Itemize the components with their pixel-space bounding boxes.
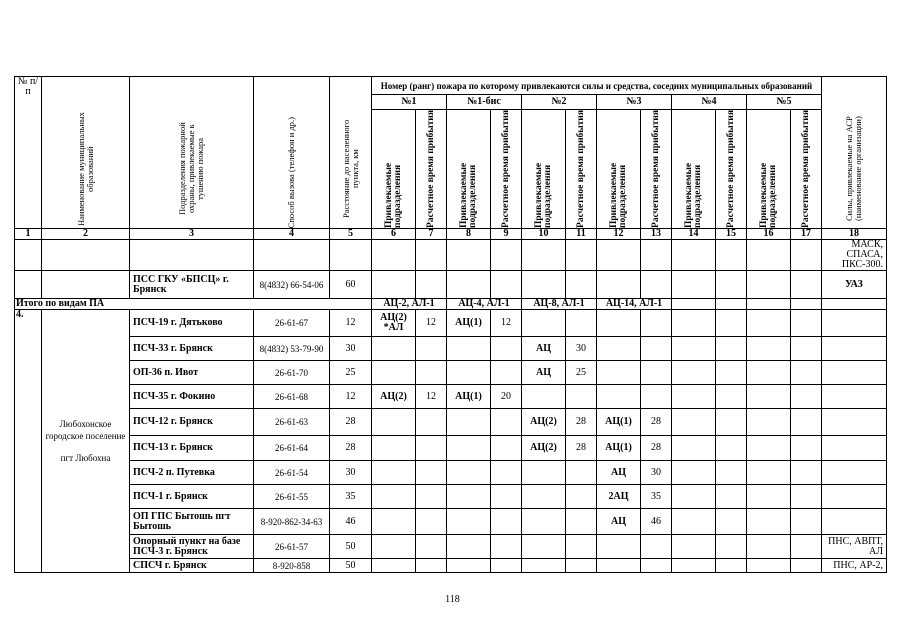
rank-2-units-cell: АЦ(2) (522, 436, 566, 461)
rank-4-time-cell (716, 461, 747, 485)
rank-4-time-cell (716, 337, 747, 361)
rank-5-time-cell (791, 485, 822, 509)
rank-1-bis-units-cell (447, 509, 491, 535)
totals-label: Итого по видам ПА (15, 299, 372, 310)
rank-1-time-cell (416, 361, 447, 385)
rank-5-time-cell (791, 361, 822, 385)
cell (716, 299, 747, 310)
rank-5-time-cell (791, 535, 822, 559)
cell (372, 271, 416, 299)
col-number: 18 (822, 229, 887, 240)
rank-3-time-cell (641, 559, 672, 573)
sub-units-3: Привлекаемые подразделения (597, 110, 641, 229)
col-number: 11 (566, 229, 597, 240)
cell (15, 240, 42, 271)
rank-5-units-cell (747, 535, 791, 559)
unit-cell: ПСЧ-33 г. Брянск (130, 337, 254, 361)
rank-1-bis-units-cell (447, 361, 491, 385)
rank-5-units-cell (747, 485, 791, 509)
rank-5-units-cell (747, 509, 791, 535)
asr-cell (822, 485, 887, 509)
rank-3-units-cell (597, 361, 641, 385)
cell (491, 271, 522, 299)
distance-cell: 30 (330, 337, 372, 361)
rank-2: №2 (522, 95, 597, 110)
rank-3-units-cell (597, 559, 641, 573)
phone-cell: 26-61-70 (254, 361, 330, 385)
unit-cell: ПСЧ-19 г. Дятьково (130, 310, 254, 337)
rank-2-time-cell: 30 (566, 337, 597, 361)
rank-1-units-cell (372, 436, 416, 461)
rank-4-time-cell (716, 485, 747, 509)
rank-4-units-cell (672, 436, 716, 461)
sub-time-1bis: Расчетное время прибытия (491, 110, 522, 229)
rank-3-time-cell (641, 535, 672, 559)
rank-2-time-cell (566, 509, 597, 535)
rank-2-units-cell (522, 535, 566, 559)
rank-2-time-cell (566, 310, 597, 337)
col-number: 14 (672, 229, 716, 240)
rank-4-units-cell (672, 409, 716, 436)
col-number: 2 (42, 229, 130, 240)
col-number: 15 (716, 229, 747, 240)
distance-cell: 28 (330, 409, 372, 436)
header-rank-title: Номер (ранг) пожара по которому привлекаются силы и средства, соседних муниципальных образований (372, 77, 822, 95)
cell (791, 271, 822, 299)
rank-5-time-cell (791, 385, 822, 409)
rank-2-time-cell: 28 (566, 436, 597, 461)
phone-cell: 26-61-55 (254, 485, 330, 509)
distance-cell: 30 (330, 461, 372, 485)
asr-cell (822, 361, 887, 385)
col-number: 10 (522, 229, 566, 240)
rank-5-time-cell (791, 509, 822, 535)
cell (791, 240, 822, 271)
cell (716, 240, 747, 271)
totals-rank-1-bis: АЦ-4, АЛ-1 (447, 299, 522, 310)
rank-5-time-cell (791, 337, 822, 361)
phone-cell: 26-61-68 (254, 385, 330, 409)
unit-cell: ОП ГПС Бытошь пгт Бытошь (130, 509, 254, 535)
rank-2-units-cell (522, 461, 566, 485)
sub-time-3: Расчетное время прибытия (641, 110, 672, 229)
rank-3-units-cell (597, 310, 641, 337)
cell (447, 271, 491, 299)
cell (716, 271, 747, 299)
rank-4-units-cell (672, 385, 716, 409)
rank-4-units-cell (672, 559, 716, 573)
rank-3-units-cell (597, 337, 641, 361)
sub-time-2: Расчетное время прибытия (566, 110, 597, 229)
phone-cell: 26-61-54 (254, 461, 330, 485)
section-number: 4. (15, 310, 42, 573)
rank-1-units-cell: АЦ(2) *АЛ (372, 310, 416, 337)
cell (822, 299, 887, 310)
rank-1-bis-units-cell (447, 337, 491, 361)
table-row (15, 361, 887, 385)
rank-5-units-cell (747, 361, 791, 385)
phone-cell: 26-61-57 (254, 535, 330, 559)
asr-cell (822, 310, 887, 337)
rank-5-units-cell (747, 461, 791, 485)
rank-1-bis-time-cell (491, 535, 522, 559)
rank-1-bis-time-cell (491, 509, 522, 535)
rank-3-time-cell (641, 385, 672, 409)
table-row (15, 436, 887, 461)
rank-2-time-cell (566, 485, 597, 509)
cell (447, 240, 491, 271)
cell (372, 240, 416, 271)
rank-3-units-cell: АЦ(1) (597, 409, 641, 436)
cell (522, 271, 566, 299)
cell (566, 240, 597, 271)
rank-1-bis-units-cell (447, 485, 491, 509)
distance-cell: 46 (330, 509, 372, 535)
unit-cell: ПСС ГКУ «БПСЦ» г. Брянск (130, 271, 254, 299)
table-row (15, 337, 887, 361)
totals-rank-1: АЦ-2, АЛ-1 (372, 299, 447, 310)
rank-1-time-cell (416, 485, 447, 509)
rank-1-units-cell (372, 509, 416, 535)
rank-4-time-cell (716, 535, 747, 559)
phone-cell: 26-61-64 (254, 436, 330, 461)
table-row (15, 509, 887, 535)
table-row (15, 310, 887, 337)
asr-cell: ПНС, АВПТ, АЛ (822, 535, 887, 559)
asr-cell: МАСК, СПАСА, ПКС-300. (822, 240, 887, 271)
unit-cell: ПСЧ-12 г. Брянск (130, 409, 254, 436)
rank-1-time-cell (416, 337, 447, 361)
rank-4-time-cell (716, 361, 747, 385)
rank-4-time-cell (716, 409, 747, 436)
header-muni-name: Наименование муниципальных образований (42, 77, 130, 229)
rank-1-bis-time-cell (491, 409, 522, 436)
rank-3-time-cell: 28 (641, 436, 672, 461)
sub-units-5: Привлекаемые подразделения (747, 110, 791, 229)
sub-units-1bis: Привлекаемые подразделения (447, 110, 491, 229)
rank-1: №1 (372, 95, 447, 110)
rank-1-time-cell: 12 (416, 385, 447, 409)
table-row (15, 485, 887, 509)
rank-4-units-cell (672, 361, 716, 385)
totals-row (15, 299, 887, 310)
rank-1-bis-units-cell (447, 409, 491, 436)
rank-5-units-cell (747, 385, 791, 409)
rank-2-units-cell: АЦ (522, 337, 566, 361)
header-row-1 (15, 77, 887, 95)
header-distance: Расстояние до населенного пункта, км (330, 77, 372, 229)
asr-cell (822, 436, 887, 461)
cell (597, 271, 641, 299)
header-units: Подразделения пожарной охраны, привлекаемые к тушению пожара (130, 77, 254, 229)
rank-3-time-cell: 46 (641, 509, 672, 535)
cell (641, 240, 672, 271)
continuation-row (15, 240, 887, 271)
rank-1-bis-units-cell (447, 559, 491, 573)
distance-cell: 35 (330, 485, 372, 509)
rank-4-units-cell (672, 310, 716, 337)
rank-1-bis-time-cell (491, 485, 522, 509)
unit-cell: СПСЧ г. Брянск (130, 559, 254, 573)
col-number: 3 (130, 229, 254, 240)
rank-4-time-cell (716, 436, 747, 461)
cell (416, 271, 447, 299)
rank-5-units-cell (747, 409, 791, 436)
distance-cell: 50 (330, 535, 372, 559)
rank-1-bis-units-cell: АЦ(1) (447, 385, 491, 409)
rank-1-units-cell (372, 559, 416, 573)
rank-4-units-cell (672, 509, 716, 535)
rank-3: №3 (597, 95, 672, 110)
col-number: 17 (791, 229, 822, 240)
rank-4-time-cell (716, 385, 747, 409)
rank-1-time-cell (416, 436, 447, 461)
sub-units-2: Привлекаемые подразделения (522, 110, 566, 229)
header-num: № п/п (15, 77, 42, 229)
rank-5-units-cell (747, 436, 791, 461)
cell (522, 240, 566, 271)
sub-units-1: Привлекаемые подразделения (372, 110, 416, 229)
phone-cell: 8(4832) 53-79-90 (254, 337, 330, 361)
cell (747, 271, 791, 299)
phone-cell: 26-61-67 (254, 310, 330, 337)
distance-cell: 12 (330, 385, 372, 409)
unit-cell: Опорный пункт на базе ПСЧ-3 г. Брянск (130, 535, 254, 559)
rank-1-bis-time-cell (491, 361, 522, 385)
rank-1-units-cell (372, 409, 416, 436)
cell (42, 240, 130, 271)
rank-2-time-cell (566, 385, 597, 409)
unit-cell: ПСЧ-1 г. Брянск (130, 485, 254, 509)
rank-1-units-cell (372, 535, 416, 559)
asr-cell (822, 337, 887, 361)
distance-cell: 25 (330, 361, 372, 385)
forces-table (14, 76, 887, 573)
rank-2-units-cell (522, 310, 566, 337)
phone-cell: 8-920-862-34-63 (254, 509, 330, 535)
col-number: 4 (254, 229, 330, 240)
table-row (15, 535, 887, 559)
rank-1-units-cell: АЦ(2) (372, 385, 416, 409)
col-number: 7 (416, 229, 447, 240)
col-number: 5 (330, 229, 372, 240)
rank-4-time-cell (716, 509, 747, 535)
unit-cell: ПСЧ-2 п. Путевка (130, 461, 254, 485)
rank-1-bis-time-cell (491, 337, 522, 361)
rank-2-time-cell: 28 (566, 409, 597, 436)
asr-cell: УАЗ (822, 271, 887, 299)
rank-5-units-cell (747, 337, 791, 361)
rank-3-units-cell (597, 535, 641, 559)
cell (672, 271, 716, 299)
cell (641, 271, 672, 299)
rank-1-units-cell (372, 361, 416, 385)
cell (15, 271, 42, 299)
sub-time-4: Расчетное время прибытия (716, 110, 747, 229)
cell (130, 240, 254, 271)
rank-2-time-cell (566, 559, 597, 573)
distance-cell: 12 (330, 310, 372, 337)
rank-1-bis-time-cell (491, 559, 522, 573)
rank-5-time-cell (791, 310, 822, 337)
cell (747, 240, 791, 271)
cell (491, 240, 522, 271)
rank-5-units-cell (747, 559, 791, 573)
asr-cell (822, 461, 887, 485)
rank-3-time-cell: 30 (641, 461, 672, 485)
cell (672, 240, 716, 271)
rank-5-time-cell (791, 409, 822, 436)
rank-5: №5 (747, 95, 822, 110)
rank-4-time-cell (716, 310, 747, 337)
settlement-name: пгт Любохна (60, 453, 111, 463)
phone-cell: 8(4832) 66-54-06 (254, 271, 330, 299)
rank-3-time-cell: 28 (641, 409, 672, 436)
sub-time-1: Расчетное время прибытия (416, 110, 447, 229)
rank-5-time-cell (791, 559, 822, 573)
asr-cell (822, 409, 887, 436)
sub-units-4: Привлекаемые подразделения (672, 110, 716, 229)
rank-3-time-cell (641, 310, 672, 337)
rank-1-bis-units-cell (447, 535, 491, 559)
rank-4: №4 (672, 95, 747, 110)
rank-1-units-cell (372, 461, 416, 485)
rank-1-bis-units-cell (447, 436, 491, 461)
col-number: 8 (447, 229, 491, 240)
municipality-cell (42, 310, 130, 573)
asr-cell: ПНС, АР-2, (822, 559, 887, 573)
rank-2-time-cell: 25 (566, 361, 597, 385)
phone-cell: 8-920-858 (254, 559, 330, 573)
table-row (15, 559, 887, 573)
rank-1-bis-units-cell: АЦ(1) (447, 310, 491, 337)
cell (330, 240, 372, 271)
table-row (15, 461, 887, 485)
municipality-name: Любохонское городское поселение (45, 419, 126, 441)
cell (747, 299, 791, 310)
distance-cell: 50 (330, 559, 372, 573)
sub-time-5: Расчетное время прибытия (791, 110, 822, 229)
rank-3-units-cell: АЦ(1) (597, 436, 641, 461)
rank-3-units-cell: 2АЦ (597, 485, 641, 509)
cell (254, 240, 330, 271)
rank-2-time-cell (566, 535, 597, 559)
rank-1-bis-units-cell (447, 461, 491, 485)
unit-cell: ПСЧ-35 г. Фокино (130, 385, 254, 409)
cell (42, 271, 130, 299)
rank-2-units-cell (522, 509, 566, 535)
asr-cell (822, 509, 887, 535)
rank-3-time-cell (641, 337, 672, 361)
cell (597, 240, 641, 271)
rank-3-units-cell (597, 385, 641, 409)
document-sheet (14, 76, 887, 605)
rank-2-units-cell: АЦ (522, 361, 566, 385)
rank-2-units-cell (522, 559, 566, 573)
rank-1-bis-time-cell (491, 436, 522, 461)
rank-1-time-cell (416, 559, 447, 573)
rank-1-bis-time-cell: 20 (491, 385, 522, 409)
rank-3-time-cell (641, 361, 672, 385)
col-number: 6 (372, 229, 416, 240)
rank-1-bis: №1-бис (447, 95, 522, 110)
rank-4-units-cell (672, 535, 716, 559)
cell (416, 240, 447, 271)
rank-1-time-cell (416, 409, 447, 436)
col-number: 12 (597, 229, 641, 240)
rank-1-time-cell (416, 461, 447, 485)
rank-1-time-cell: 12 (416, 310, 447, 337)
totals-rank-3: АЦ-14, АЛ-1 (597, 299, 672, 310)
table-row (15, 409, 887, 436)
rank-5-time-cell (791, 436, 822, 461)
col-number: 1 (15, 229, 42, 240)
rank-4-time-cell (716, 559, 747, 573)
rank-1-time-cell (416, 535, 447, 559)
rank-4-units-cell (672, 461, 716, 485)
page-number: 118 (445, 594, 460, 605)
col-number: 16 (747, 229, 791, 240)
rank-5-units-cell (747, 310, 791, 337)
cell (672, 299, 716, 310)
rank-2-units-cell: АЦ(2) (522, 409, 566, 436)
rank-2-units-cell (522, 385, 566, 409)
distance-cell: 60 (330, 271, 372, 299)
asr-cell (822, 385, 887, 409)
table-row (15, 385, 887, 409)
rank-5-time-cell (791, 461, 822, 485)
rank-1-units-cell (372, 485, 416, 509)
header-asr: Силы, привлекаемые на АСР (наименование организации) (822, 77, 887, 229)
rank-1-bis-time-cell: 12 (491, 310, 522, 337)
header-call-method: Способ вызова (телефон и др.) (254, 77, 330, 229)
rank-1-bis-time-cell (491, 461, 522, 485)
rank-3-time-cell: 35 (641, 485, 672, 509)
totals-rank-2: АЦ-8, АЛ-1 (522, 299, 597, 310)
rank-1-time-cell (416, 509, 447, 535)
col-number: 13 (641, 229, 672, 240)
rank-3-units-cell: АЦ (597, 509, 641, 535)
unit-cell: ПСЧ-13 г. Брянск (130, 436, 254, 461)
cell (566, 271, 597, 299)
col-number: 9 (491, 229, 522, 240)
rank-4-units-cell (672, 337, 716, 361)
rank-2-units-cell (522, 485, 566, 509)
rank-2-time-cell (566, 461, 597, 485)
unit-cell: ОП-36 п. Ивот (130, 361, 254, 385)
distance-cell: 28 (330, 436, 372, 461)
rank-1-units-cell (372, 337, 416, 361)
psc-row (15, 271, 887, 299)
rank-3-units-cell: АЦ (597, 461, 641, 485)
cell (791, 299, 822, 310)
phone-cell: 26-61-63 (254, 409, 330, 436)
column-numbers-row (15, 229, 887, 240)
rank-4-units-cell (672, 485, 716, 509)
